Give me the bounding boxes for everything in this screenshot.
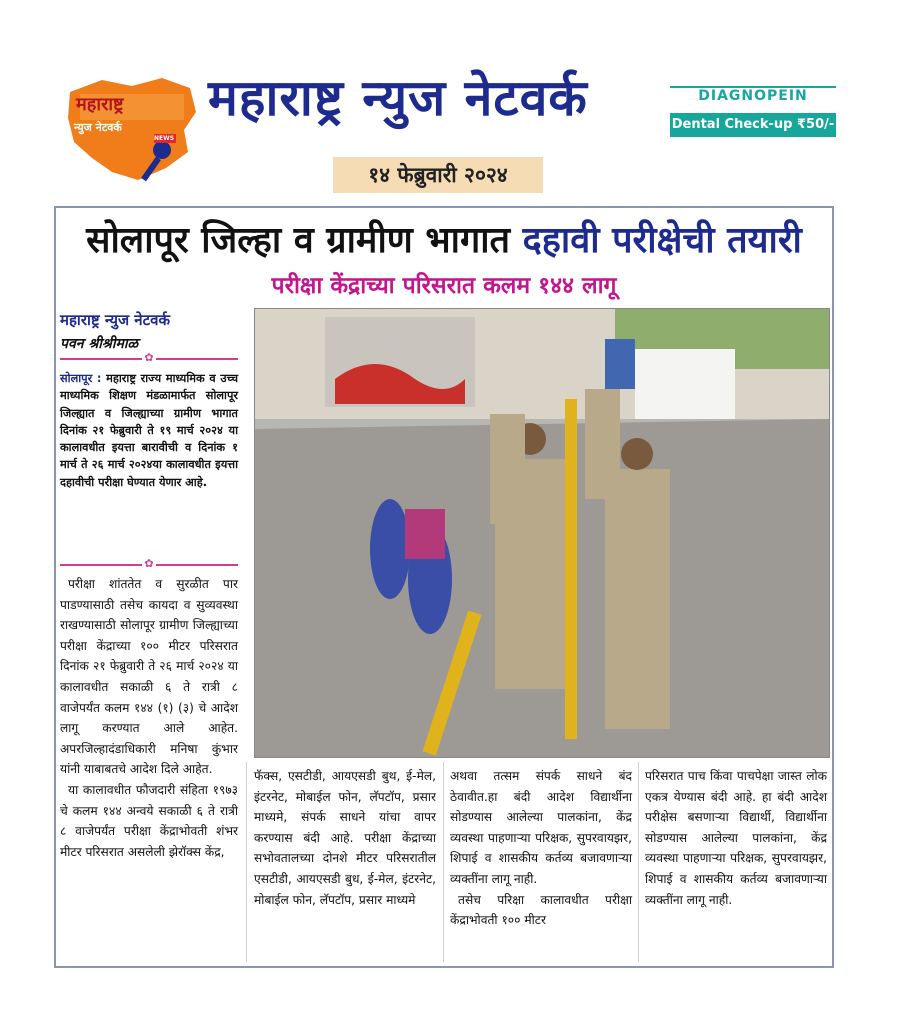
article-photo [254, 308, 830, 758]
divider-bottom [60, 557, 238, 570]
column-3-paragraph-2: तसेच परिक्षा कालावधीत परीक्षा केंद्राभोवती १०० मीटर [450, 892, 632, 928]
ad-brand: DIAGNOPEIN [670, 86, 836, 112]
divider-top [60, 351, 238, 364]
edition-date: १४ फेब्रुवारी २०२४ [333, 157, 543, 193]
article-headline [56, 214, 832, 263]
column-rule-3 [638, 762, 639, 962]
column-2-paragraph: फॅक्स, एसटीडी, आयएसडी बुथ, ई-मेल, इंटरनेट, मोबाईल फोन, लॅपटॉप, प्रसार माध्यमे, संपर्क साधने यांचा वापर करण्यास बंदी आहे. परीक्षा केंद्राच्या सभोवतालच्या दोनशे मीटर परिसरातील एसटीडी, आयएसडी बुध, ई-मेल, इंटरनेट, मोबाईल फोन, लॅपटॉप, प्रसार माध्यमे [254, 769, 436, 907]
lead-text: महाराष्ट्र राज्य माध्यमिक व उच्च माध्यमिक शिक्षण मंडळामार्फत सोलापूर जिल्ह्यात व जिल्ह्याच्या ग्रामीण भागात दिनांक २१ फेब्रुवारी ते १९ मार्च २०२४ या कालावधीत इयत्ता बारावीची व दिनांक १ मार्च ते २६ मार्च २०२४या कालावधीत इयत्ता दहावीची परीक्षा घेण्यात येणार आहे. [60, 372, 239, 489]
logo-subtitle: न्युज नेटवर्क [74, 121, 122, 134]
byline-author: पवन श्रीश्रीमाळ [60, 336, 139, 352]
exam-centre-photo-icon [255, 309, 829, 757]
column-1-paragraph-1: परीक्षा शांततेत व सुरळीत पार पाडण्यासाठी तसेच कायदा व सुव्यवस्था राखण्यासाठी सोलापूर ग्रामीण जिल्ह्याच्या परीक्षा केंद्राच्या १०० मीटर परिसरात दिनांक २१ फेब्रुवारी ते २६ मार्च २०२४ या कालावधीत सकाळी ६ ते रात्री ८ वाजेपर्यंत कलम १४४ (१) (३) चे आदेश लागू करण्यात आले आहेत. अपरजिल्हादंडाधिकारी मनिषा कुंभार यांनी याबाबतचे आदेश दिले आहेत. [60, 577, 238, 777]
masthead-title: महाराष्ट्र न्युज नेटवर्क [208, 69, 588, 127]
divider-ornament-icon: ✿ [142, 557, 156, 571]
logo-title: महाराष्ट्र [76, 94, 124, 115]
article-column-3 [450, 766, 632, 931]
advertisement[interactable] [670, 86, 836, 140]
headline-part-2: दहावी परीक्षेची तयारी [522, 220, 802, 261]
divider-ornament-icon: ✿ [142, 351, 156, 365]
column-rule-1 [246, 762, 247, 962]
column-rule-2 [443, 762, 444, 962]
column-3-paragraph-1: अथवा तत्सम संपर्क साधने बंद ठेवावीत.हा बंदी आदेश विद्यार्थीना सोडण्यास आलेल्या पालकांना, केंद्र व्यवस्था पाहणाऱ्या परिक्षक, सुपरवायझर, शिपाई व शासकीय कर्तव्य बजावणाऱ्या व्यक्तींना लागू नाही. [450, 769, 632, 886]
headline-part-1: सोलापूर जिल्हा व ग्रामीण भागात [86, 220, 511, 261]
newspaper-logo [62, 72, 202, 187]
article-column-1 [60, 574, 238, 862]
column-1-paragraph-2: या कालावधीत फौजदारी संहिता १९७३ चे कलम १४४ अन्वये सकाळी ६ ते रात्री ८ वाजेपर्यंत परीक्षा केंद्राभोवती शंभर मीटर परिसरात असलेली झेरॉक्स केंद्र, [60, 782, 238, 859]
ad-tagline: Dental Check-up ₹50/- [670, 113, 836, 137]
lead-location: सोलापूर : [60, 372, 102, 385]
logo-news-badge: NEWS [154, 135, 175, 142]
byline-organization: महाराष्ट्र न्युज नेटवर्क [60, 311, 171, 329]
column-4-paragraph: परिसरात पाच किंवा पाचपेक्षा जास्त लोक एकत्र येण्यास बंदी आहे. हा बंदी आदेश परीक्षेस बसणाऱ्या विद्यार्थी, विद्यार्थीना सोडण्यास आलेल्या पालकांना, केंद्र व्यवस्था पाहणाऱ्या परिक्षक, सुपरवायझर, शिपाई व शासकीय कर्तव्य बजावणाऱ्या व्यक्तींना लागू नाही. [645, 769, 827, 907]
article-subheadline: परीक्षा केंद्राच्या परिसरात कलम १४४ लागू [271, 273, 617, 299]
article-column-2 [254, 766, 436, 910]
article-column-4 [645, 766, 827, 910]
article-lead [60, 370, 238, 491]
